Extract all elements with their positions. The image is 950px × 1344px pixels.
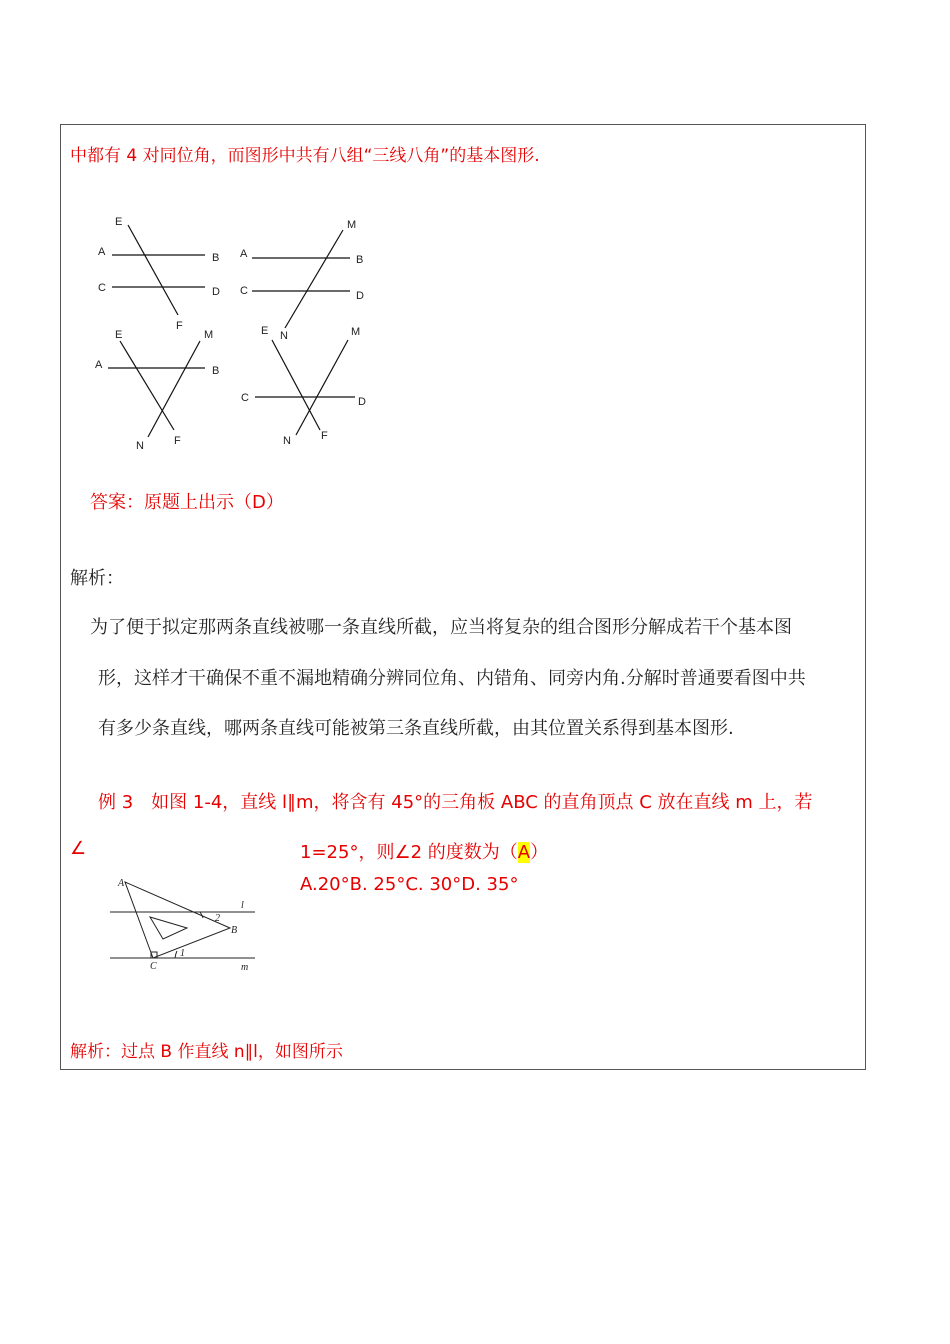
analysis-line-2: 形，这样才干确保不重不漏地精确分辨同位角、内错角、同旁内角.分解时普通要看图中共: [98, 668, 806, 689]
label-D: D: [358, 396, 366, 408]
label-C: C: [240, 285, 248, 297]
label-M: M: [351, 326, 361, 338]
label-F: F: [176, 320, 183, 332]
label-N: N: [136, 440, 144, 452]
options-line: A.20°B. 25°C. 30°D. 35°: [300, 874, 519, 895]
analysis-label: 解析：: [70, 568, 124, 589]
label-M: M: [204, 329, 214, 341]
triangle-ruler-figure: [105, 872, 265, 977]
label-E: E: [115, 329, 123, 341]
angle-symbol: ∠: [70, 838, 87, 859]
label-F: F: [174, 435, 181, 447]
label-D: D: [356, 290, 364, 302]
label-B: B: [231, 925, 238, 936]
label-A: A: [98, 246, 106, 258]
label-M: M: [347, 219, 357, 231]
analysis-line-3: 有多少条直线，哪两条直线可能被第三条直线所截，由其位置关系得到基本图形.: [98, 718, 734, 739]
label-C: C: [150, 961, 157, 972]
label-m: m: [241, 962, 249, 973]
solution-text: 解析：过点 B 作直线 n∥l，如图所示: [70, 1042, 343, 1062]
label-E: E: [115, 216, 123, 228]
label-A: A: [240, 248, 248, 260]
answer-highlight: A: [517, 842, 531, 863]
analysis-line-1: 为了便于拟定那两条直线被哪一条直线所截，应当将复杂的组合图形分解成若干个基本图: [90, 617, 792, 638]
label-N: N: [280, 330, 288, 342]
label-C: C: [98, 282, 106, 294]
label-C: C: [241, 392, 249, 404]
intro-line: 中都有 4 对同位角，而图形中共有八组“三线八角”的基本图形.: [70, 146, 540, 166]
label-A: A: [118, 878, 125, 889]
label-angle-2: 2: [215, 913, 220, 924]
label-B: B: [212, 365, 220, 377]
label-A: A: [95, 359, 103, 371]
label-E: E: [261, 325, 269, 337]
label-F: F: [321, 430, 328, 442]
example-line-2: 1=25°，则∠2 的度数为（A）: [300, 842, 549, 863]
label-l: l: [241, 900, 244, 911]
label-N: N: [283, 435, 291, 447]
three-lines-figure: [90, 205, 390, 460]
label-B: B: [212, 252, 220, 264]
answer-text: 答案：原题上出示（D）: [90, 492, 284, 513]
label-angle-1: 1: [180, 948, 185, 959]
example-line-1: 例 3 如图 1-4，直线 l∥m，将含有 45°的三角板 ABC 的直角顶点 C 放在直线 m 上，若: [98, 792, 813, 813]
label-D: D: [212, 286, 220, 298]
label-B: B: [356, 254, 364, 266]
